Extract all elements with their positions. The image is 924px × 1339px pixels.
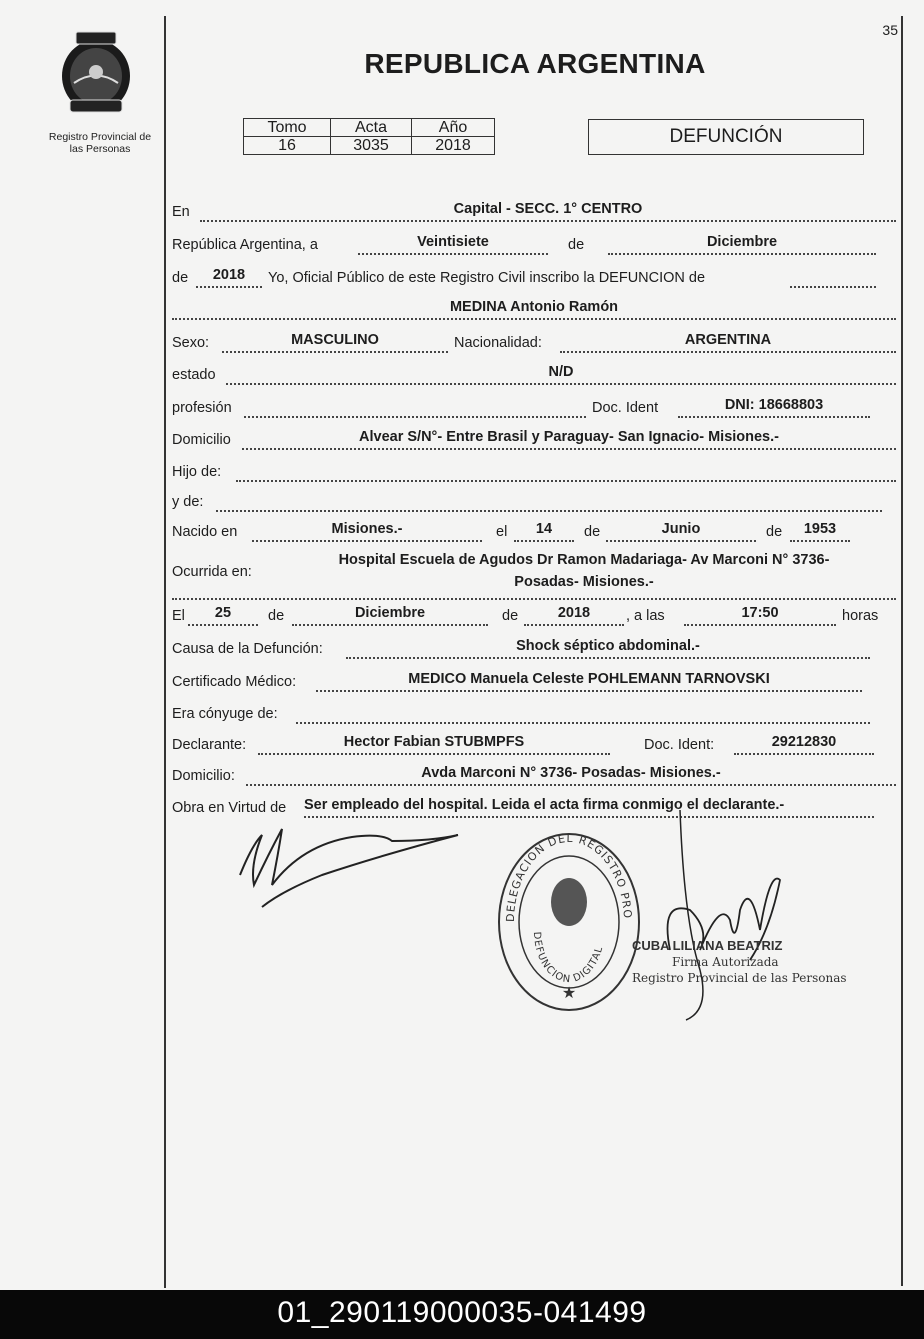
field-obra-en-virtud: Ser empleado del hospital. Leida el acta firma conmigo el declarante.- bbox=[304, 796, 874, 818]
document-title: REPUBLICA ARGENTINA bbox=[364, 48, 706, 79]
row-certificado: Certificado Médico: MEDICO Manuela Celeste POHLEMANN TARNOVSKI bbox=[172, 670, 896, 694]
field-nacido-en: Misiones.- bbox=[252, 520, 482, 542]
row-y-de: y de: bbox=[172, 490, 896, 514]
left-margin-line bbox=[164, 16, 166, 1288]
svg-text:★: ★ bbox=[561, 985, 577, 1002]
ano-value: 2018 bbox=[412, 137, 495, 155]
row-domicilio: Domicilio Alvear S/N°- Entre Brasil y Paraguay- San Ignacio- Misiones.- bbox=[172, 428, 896, 452]
document-type-box: DEFUNCIÓN bbox=[588, 119, 864, 155]
field-def-anio: 2018 bbox=[524, 604, 624, 626]
tomo-header: Tomo bbox=[244, 119, 331, 137]
ano-header: Año bbox=[412, 119, 495, 137]
footer-code-bar bbox=[0, 1290, 924, 1339]
row-sexo: Sexo: MASCULINO Nacionalidad: ARGENTINA bbox=[172, 331, 896, 355]
field-hora: 17:50 bbox=[684, 604, 836, 626]
row-estado: estado N/D bbox=[172, 363, 896, 387]
field-ocurrida-linea1: Hospital Escuela de Agudos Dr Ramon Madariaga- Av Marconi N° 3736- bbox=[338, 552, 830, 568]
field-domicilio: Alvear S/N°- Entre Brasil y Paraguay- San Ignacio- Misiones.- bbox=[242, 428, 896, 450]
authority-org: Registro Provincial de las Personas bbox=[632, 971, 847, 985]
field-dni: DNI: 18668803 bbox=[678, 396, 870, 418]
authority-signature bbox=[640, 800, 800, 1035]
field-dia-letras: Veintisiete bbox=[358, 233, 548, 255]
field-ocurrida-linea2: Posadas- Misiones.- bbox=[514, 574, 654, 590]
field-def-mes: Diciembre bbox=[292, 604, 488, 626]
seal-outer-text: DELEGACION DEL REGISTRO PRO bbox=[503, 831, 635, 923]
field-lugar: Capital - SECC. 1° CENTRO bbox=[200, 200, 896, 222]
field-causa: Shock séptico abdominal.- bbox=[346, 637, 870, 659]
authority-name: CUBA LILIANA BEATRIZ bbox=[632, 938, 783, 953]
row-domicilio-declarante: Domicilio: Avda Marconi N° 3736- Posadas- Misiones.- bbox=[172, 764, 896, 788]
row-conyuge: Era cónyuge de: bbox=[172, 702, 896, 726]
field-anio-blank bbox=[790, 266, 876, 288]
field-estado: N/D bbox=[226, 363, 896, 385]
page-number: 35 bbox=[882, 22, 898, 38]
field-mes: Diciembre bbox=[608, 233, 876, 255]
field-sexo: MASCULINO bbox=[222, 331, 448, 353]
field-declarante-doc: 29212830 bbox=[734, 733, 874, 755]
authority-role: Firma Autorizada bbox=[672, 955, 779, 969]
row-fecha: República Argentina, a Veintisiete de Diciembre bbox=[172, 233, 896, 257]
field-nombre: MEDINA Antonio Ramón bbox=[172, 298, 896, 320]
row-declarante: Declarante: Hector Fabian STUBMPFS Doc. Ident: 29212830 bbox=[172, 733, 896, 757]
footer-code: 01_290119000035-041499 bbox=[277, 1296, 647, 1329]
authority-stamp bbox=[632, 938, 847, 986]
row-nacimiento: Nacido en Misiones.- el 14 de Junio de 1953 bbox=[172, 520, 896, 544]
issuing-organization: Registro Provincial de las Personas bbox=[48, 131, 152, 155]
row-profesion: profesión Doc. Ident DNI: 18668803 bbox=[172, 396, 896, 420]
field-conyuge bbox=[296, 702, 870, 724]
field-domicilio-declarante: Avda Marconi N° 3736- Posadas- Misiones.- bbox=[246, 764, 896, 786]
acta-value: 3035 bbox=[331, 137, 412, 155]
row-causa: Causa de la Defunción: Shock séptico abdominal.- bbox=[172, 637, 896, 661]
acta-header: Acta bbox=[331, 119, 412, 137]
field-nac-dia: 14 bbox=[514, 520, 574, 542]
row-nombre bbox=[172, 298, 896, 322]
field-y-de bbox=[216, 490, 882, 512]
province-coat-of-arms-logo bbox=[52, 28, 140, 123]
field-declarante: Hector Fabian STUBMPFS bbox=[258, 733, 610, 755]
tomo-value: 16 bbox=[244, 137, 331, 155]
seal-inner-text: DEFUNCION DIGITAL bbox=[530, 931, 606, 986]
field-nac-anio: 1953 bbox=[790, 520, 850, 542]
field-certificado: MEDICO Manuela Celeste POHLEMANN TARNOVSKI bbox=[316, 670, 862, 692]
row-hijo-de: Hijo de: bbox=[172, 460, 896, 484]
row-fecha-defuncion: El 25 de Diciembre de 2018 , a las 17:50 horas bbox=[172, 605, 879, 624]
field-nac-mes: Junio bbox=[606, 520, 756, 542]
field-anio: 2018 bbox=[196, 266, 262, 288]
field-def-dia: 25 bbox=[188, 604, 258, 626]
field-nacionalidad: ARGENTINA bbox=[560, 331, 896, 353]
official-registry-seal bbox=[494, 822, 644, 1017]
row-lugar: En Capital - SECC. 1° CENTRO bbox=[172, 200, 896, 224]
declarant-signature bbox=[232, 815, 472, 920]
field-profesion bbox=[244, 396, 586, 418]
row-ocurrida-en: Ocurrida en: Hospital Escuela de Agudos Dr Ramon Madariaga- Av Marconi N° 3736- Posadas- Misiones.- bbox=[172, 548, 896, 600]
right-margin-line bbox=[901, 16, 903, 1286]
row-obra-en-virtud: Obra en Virtud de Ser empleado del hospital. Leida el acta firma conmigo el declarante.- bbox=[172, 796, 896, 820]
tomo-acta-ano-table bbox=[243, 118, 495, 155]
row-anio: de 2018 Yo, Oficial Público de este Registro Civil inscribo la DEFUNCION de bbox=[172, 266, 896, 290]
field-hijo-de bbox=[236, 460, 896, 482]
